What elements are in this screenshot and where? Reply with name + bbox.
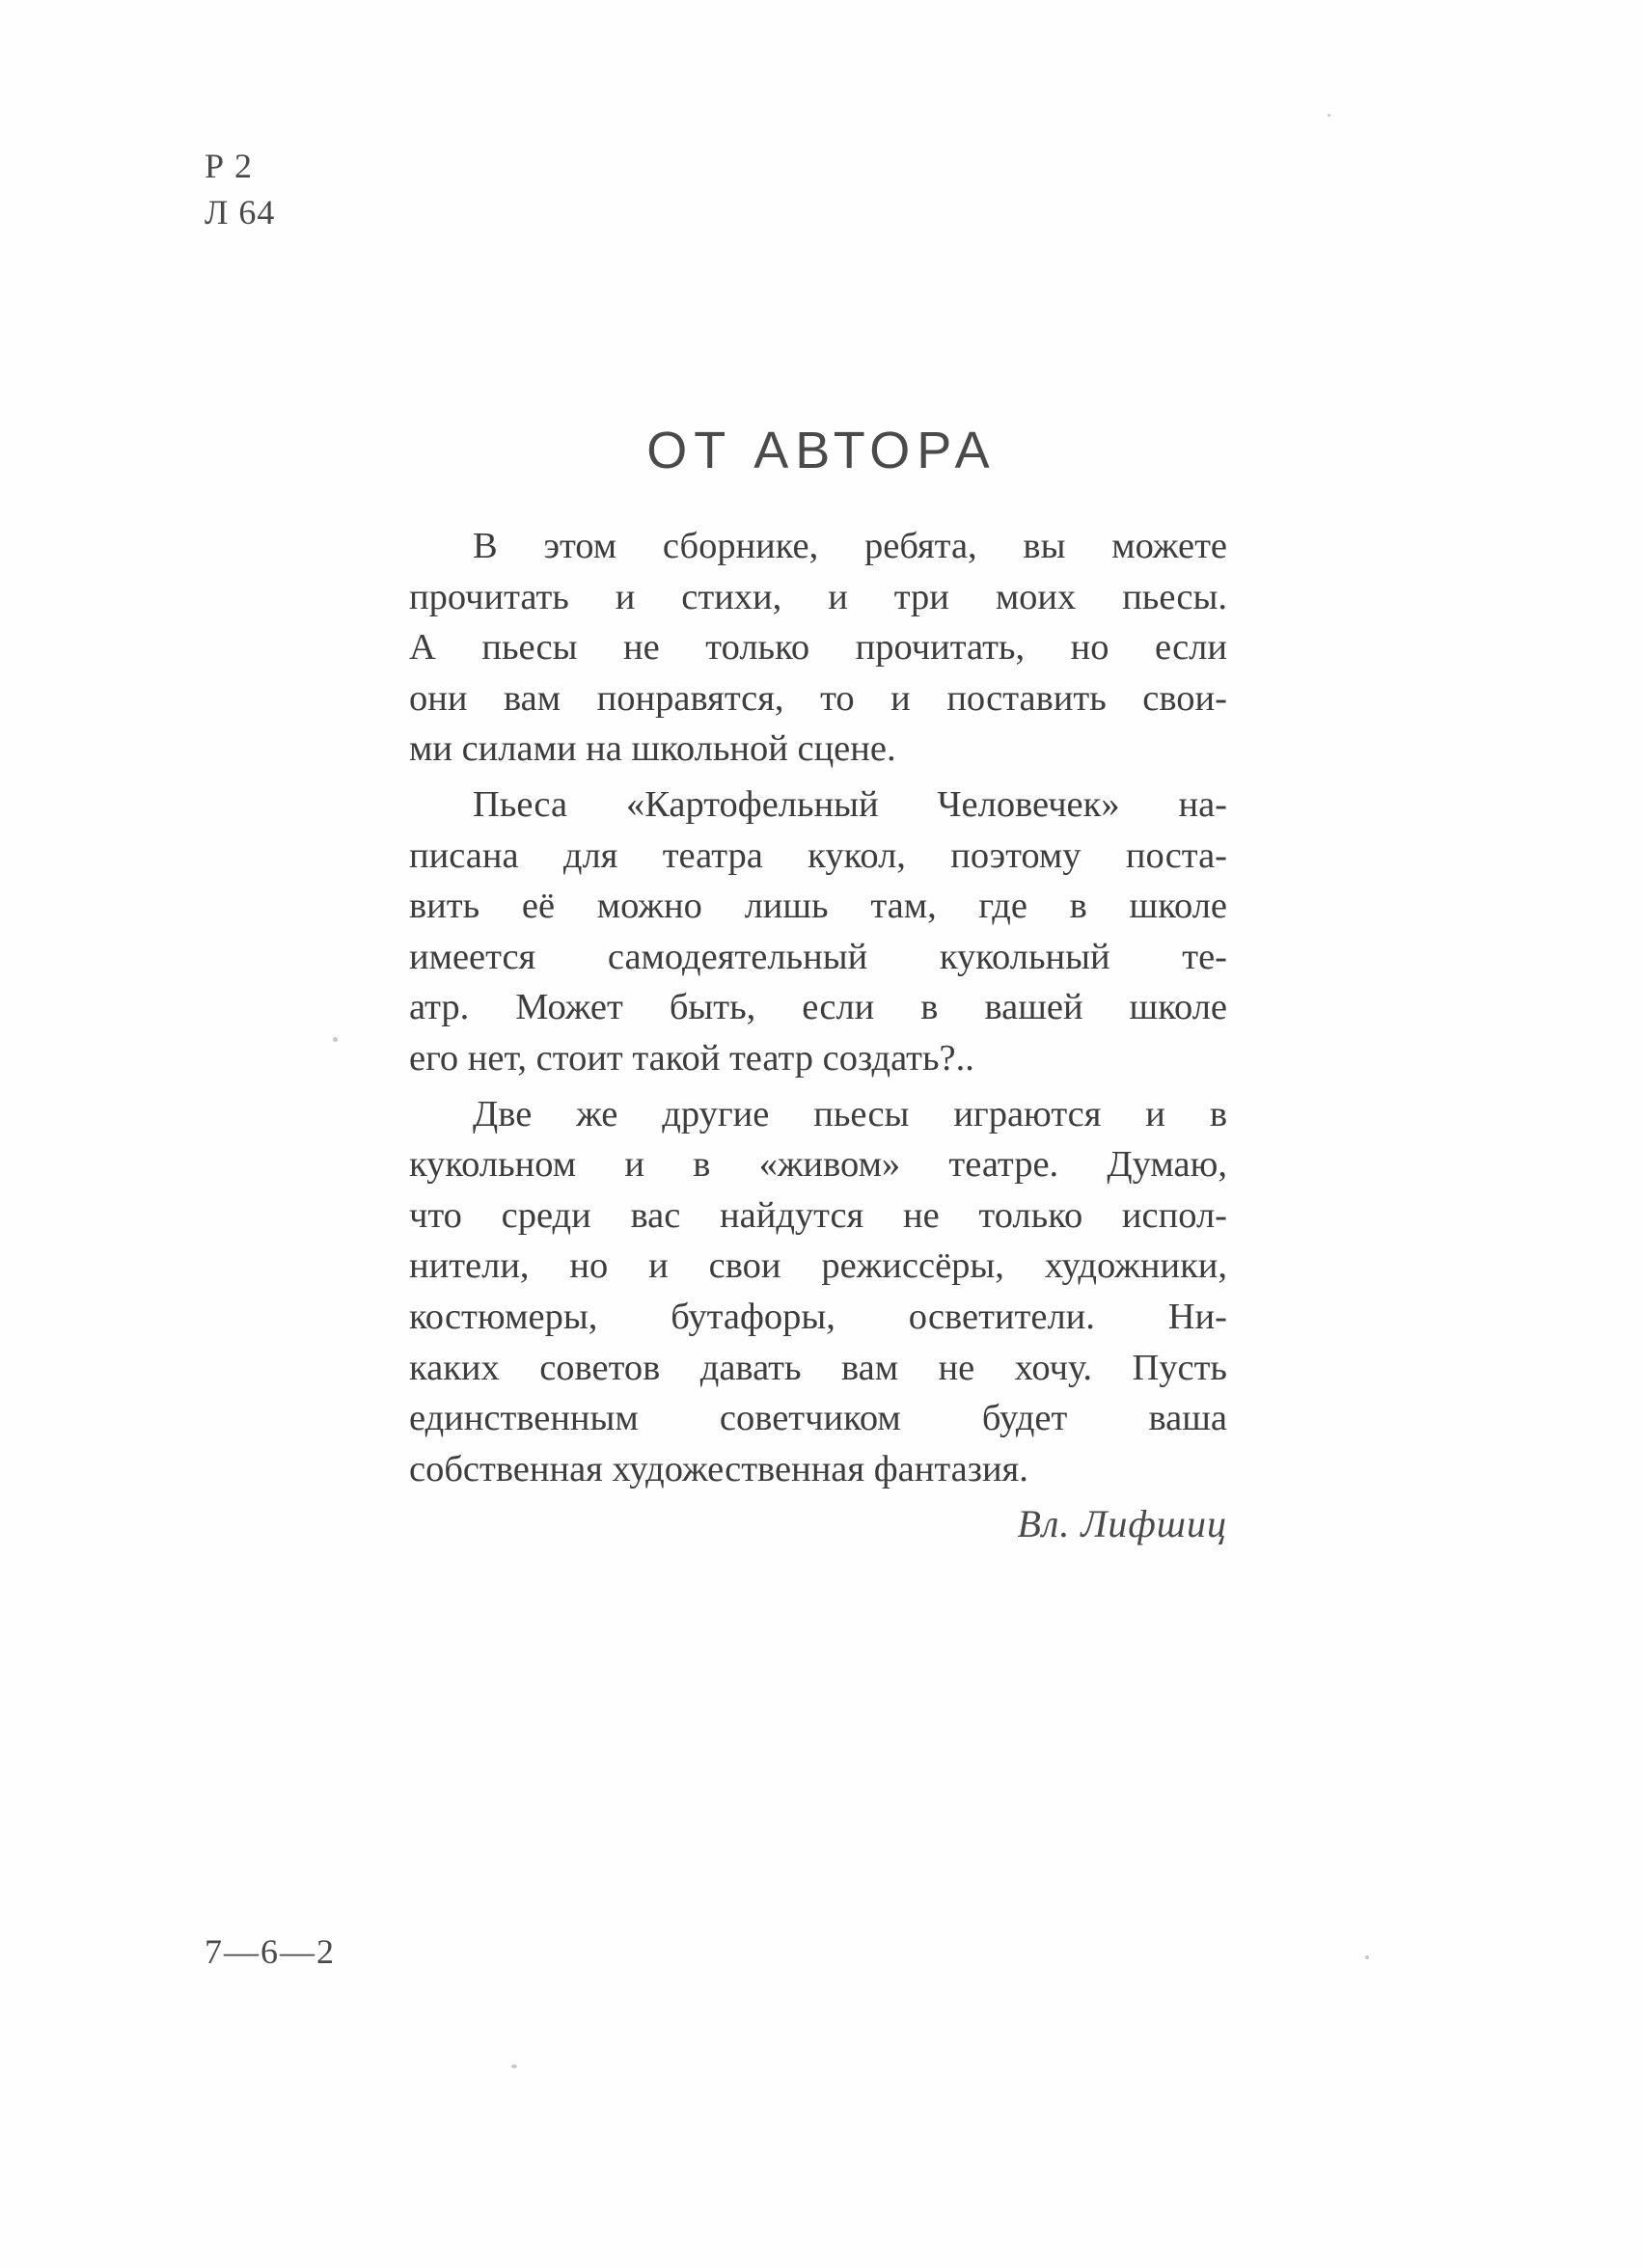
paragraph <box>409 521 1227 775</box>
catalog-index-line: Р 2 <box>205 147 254 185</box>
text-line: нители, но и свои режиссёры, художники, <box>409 1245 1227 1287</box>
text-line: атр. Может быть, если в вашей школе <box>409 987 1227 1028</box>
catalog-index <box>205 143 275 235</box>
text-line: В этом сборнике, ребята, вы можете <box>473 526 1227 566</box>
author-signature: Вл. Лифшиц <box>1017 1502 1227 1545</box>
text-line: Две же другие пьесы играются и в <box>473 1093 1227 1134</box>
text-line: вить её можно лишь там, где в школе <box>409 886 1227 927</box>
text-line: собственная художественная фантазия. <box>409 1448 1028 1489</box>
text-line: костюмеры, бутафоры, осветители. Ни- <box>409 1296 1227 1337</box>
paragraph <box>409 1089 1227 1495</box>
paragraph <box>409 779 1227 1084</box>
text-line: ми силами на школьной сцене. <box>409 728 896 770</box>
preface-body <box>409 521 1227 1499</box>
paper-speck <box>333 1037 338 1042</box>
print-code: 7—6—2 <box>205 1932 336 1971</box>
text-line: А пьесы не только прочитать, но если <box>409 627 1227 669</box>
page-title: ОТ АВТОРА <box>646 422 997 479</box>
text-line: Пьеса «Картофельный Человечек» на- <box>473 783 1227 825</box>
text-line: имеется самодеятельный кукольный те- <box>409 936 1227 977</box>
text-line: что среди вас найдутся не только испол- <box>409 1194 1227 1236</box>
text-line: они вам понравятся, то и поставить свои- <box>409 677 1227 719</box>
paper-speck <box>511 2064 517 2068</box>
text-line: кукольном и в «живом» театре. Думаю, <box>409 1144 1227 1186</box>
paper-speck <box>1365 1955 1369 1959</box>
text-line: единственным советчиком будет ваша <box>409 1398 1227 1439</box>
text-line: писана для театра кукол, поэтому поста- <box>409 834 1227 876</box>
text-line: прочитать и стихи, и три моих пьесы. <box>409 576 1227 617</box>
catalog-index-line: Л 64 <box>205 193 276 232</box>
paper-speck <box>1328 114 1330 117</box>
text-line: его нет, стоит такой театр создать?.. <box>409 1037 974 1079</box>
text-line: каких советов давать вам не хочу. Пусть <box>409 1347 1227 1388</box>
